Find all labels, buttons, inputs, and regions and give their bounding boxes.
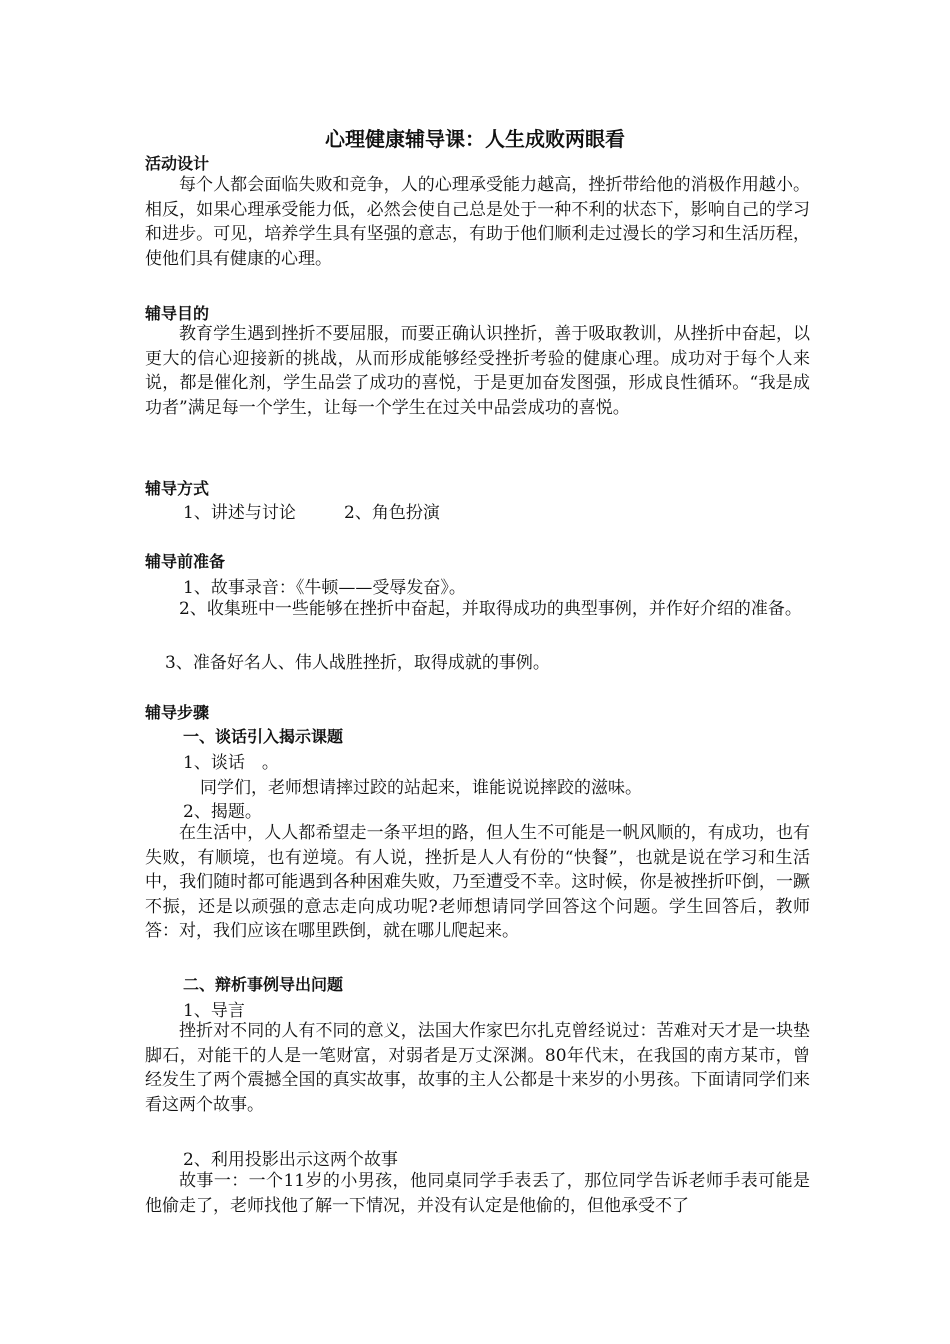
step-part1-heading: 一、谈话引入揭示课题: [183, 727, 344, 746]
story1-paragraph: 故事一：一个11岁的小男孩，他同桌同学手表丢了，那位同学告诉老师手表可能是他偷走了，老师找他了解一下情况，并没有认定是他偷的，但他承受不了: [145, 1171, 810, 1216]
step-reveal-label: 2、揭题。: [183, 802, 262, 822]
method-item-2: 2、角色扮演: [344, 503, 440, 523]
step-talk-label: 1、谈话 。: [183, 753, 279, 773]
purpose-paragraph: 教育学生遇到挫折不要屈服，而要正确认识挫折，善于吸取教训，从挫折中奋起，以更大的信心迎接新的挑战，从而形成能够经受挫折考验的健康心理。成功对于每个人来说，都是催化剂，学生品尝了成功的喜悦，于是更加奋发图强，形成良性循环。“我是成功者”满足每一个学生，让每一个学生在过关中品尝成功的喜悦。: [145, 324, 810, 418]
preparation-item-1: 1、故事录音：《牛顿——受辱发奋》。: [183, 578, 466, 598]
preparation-item-2: 2、收集班中一些能够在挫折中奋起，并取得成功的典型事例，并作好介绍的准备。: [179, 599, 802, 619]
section-heading-preparation: 辅导前准备: [145, 552, 226, 571]
preparation-item-3: 3、准备好名人、伟人战胜挫折，取得成就的事例。: [165, 653, 550, 673]
page-title: 心理健康辅导课：人生成败两眼看: [325, 127, 625, 151]
section-heading-purpose: 辅导目的: [145, 304, 210, 323]
method-item-1: 1、讲述与讨论: [183, 503, 296, 523]
step-intro-label: 1、导言: [183, 1001, 245, 1021]
step-reveal-paragraph: 在生活中，人人都希望走一条平坦的路，但人生不可能是一帆风顺的，有成功，也有失败，有顺境，也有逆境。有人说，挫折是人人有份的“快餐”，也就是说在学习和生活中，我们随时都可能遇到各种困难失败，乃至遭受不幸。这时候，你是被挫折吓倒，一蹶不振，还是以顽强的意志走向成功呢?老师想请同学回答这个问题。学生回答后，教师答：对，我们应该在哪里跌倒，就在哪儿爬起来。: [145, 823, 810, 941]
section-heading-activity-design: 活动设计: [145, 154, 210, 173]
activity-design-paragraph: 每个人都会面临失败和竞争，人的心理承受能力越高，挫折带给他的消极作用越小。相反，如果心理承受能力低，必然会使自己总是处于一种不利的状态下，影响自己的学习和进步。可见，培养学生具有坚强的意志，有助于他们顺利走过漫长的学习和生活历程，使他们具有健康的心理。: [145, 175, 810, 269]
step-intro-paragraph: 挫折对不同的人有不同的意义，法国大作家巴尔扎克曾经说过：苦难对天才是一块垫脚石，对能干的人是一笔财富，对弱者是万丈深渊。80年代末，在我国的南方某市，曾经发生了两个震撼全国的真实故事，故事的主人公都是十来岁的小男孩。下面请同学们来看这两个故事。: [145, 1021, 810, 1115]
step-part2-heading: 二、辩析事例导出问题: [183, 975, 344, 994]
step-talk-text: 同学们，老师想请摔过跤的站起来，谁能说说摔跤的滋味。: [200, 778, 642, 798]
section-heading-steps: 辅导步骤: [145, 703, 210, 722]
section-heading-methods: 辅导方式: [145, 479, 210, 498]
step-projection-label: 2、利用投影出示这两个故事: [183, 1150, 398, 1170]
